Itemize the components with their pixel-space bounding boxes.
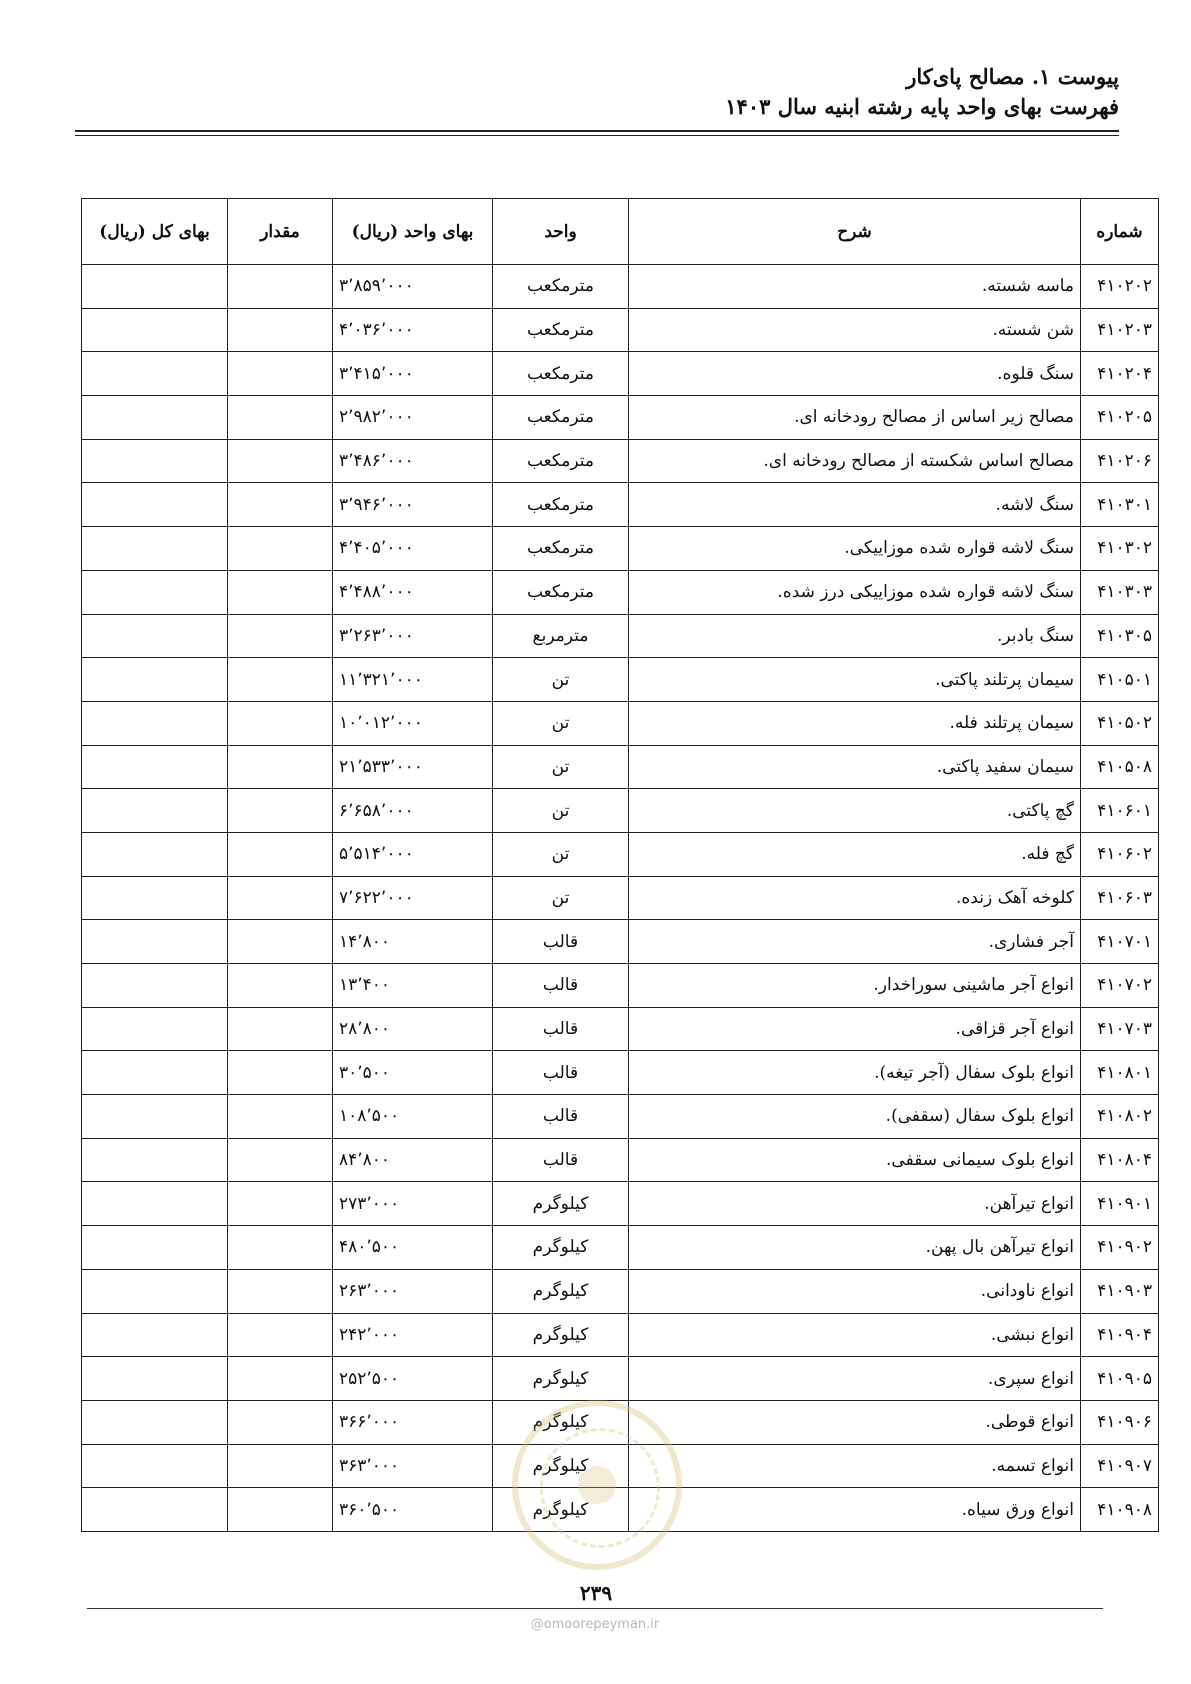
row-quantity[interactable] — [228, 1313, 333, 1357]
row-total-price[interactable] — [82, 789, 228, 833]
table-row — [82, 1182, 1159, 1226]
row-code: ۴۱۰۹۰۲ — [1081, 1226, 1159, 1270]
row-description: سنگ لاشه قواره شده موزاییکی درز شده. — [629, 570, 1081, 614]
table-row — [82, 1095, 1159, 1139]
row-unit: کیلوگرم — [493, 1226, 629, 1270]
column-header-unit-price: بهای واحد (ریال) — [333, 199, 493, 265]
row-total-price[interactable] — [82, 1400, 228, 1444]
row-total-price[interactable] — [82, 570, 228, 614]
price-list-table — [81, 198, 1159, 1532]
table-row — [82, 1051, 1159, 1095]
column-header-unit: واحد — [493, 199, 629, 265]
row-quantity[interactable] — [228, 1400, 333, 1444]
row-quantity[interactable] — [228, 1095, 333, 1139]
row-total-price[interactable] — [82, 876, 228, 920]
row-quantity[interactable] — [228, 527, 333, 571]
row-unit-price: ۲۱٬۵۳۳٬۰۰۰ — [333, 745, 493, 789]
row-unit: تن — [493, 832, 629, 876]
row-unit-price: ۴٬۰۳۶٬۰۰۰ — [333, 308, 493, 352]
row-unit-price: ۲۵۲٬۵۰۰ — [333, 1357, 493, 1401]
row-description: انواع ورق سیاه. — [629, 1488, 1081, 1532]
row-code: ۴۱۰۳۰۵ — [1081, 614, 1159, 658]
row-quantity[interactable] — [228, 701, 333, 745]
row-total-price[interactable] — [82, 308, 228, 352]
row-code: ۴۱۰۹۰۸ — [1081, 1488, 1159, 1532]
row-quantity[interactable] — [228, 483, 333, 527]
row-total-price[interactable] — [82, 658, 228, 702]
row-total-price[interactable] — [82, 265, 228, 309]
row-quantity[interactable] — [228, 1051, 333, 1095]
row-unit: کیلوگرم — [493, 1313, 629, 1357]
row-unit: کیلوگرم — [493, 1182, 629, 1226]
row-unit: مترمکعب — [493, 265, 629, 309]
row-unit-price: ۴٬۴۰۵٬۰۰۰ — [333, 527, 493, 571]
row-quantity[interactable] — [228, 265, 333, 309]
table-row — [82, 527, 1159, 571]
row-quantity[interactable] — [228, 1488, 333, 1532]
table-row — [82, 483, 1159, 527]
table-row — [82, 964, 1159, 1008]
row-code: ۴۱۰۹۰۷ — [1081, 1444, 1159, 1488]
row-unit: قالب — [493, 1051, 629, 1095]
header-rule-thin — [75, 135, 1119, 136]
row-quantity[interactable] — [228, 832, 333, 876]
row-unit-price: ۳٬۸۵۹٬۰۰۰ — [333, 265, 493, 309]
table-row — [82, 439, 1159, 483]
row-quantity[interactable] — [228, 745, 333, 789]
table-row — [82, 308, 1159, 352]
row-description: سیمان پرتلند پاکتی. — [629, 658, 1081, 702]
row-unit: کیلوگرم — [493, 1269, 629, 1313]
row-code: ۴۱۰۹۰۵ — [1081, 1357, 1159, 1401]
appendix-title: پیوست ۱. مصالح پای‌کار — [906, 64, 1119, 89]
row-unit-price: ۲۶۳٬۰۰۰ — [333, 1269, 493, 1313]
row-code: ۴۱۰۲۰۴ — [1081, 352, 1159, 396]
row-unit: تن — [493, 745, 629, 789]
row-unit-price: ۳٬۴۱۵٬۰۰۰ — [333, 352, 493, 396]
table-row — [82, 1400, 1159, 1444]
row-quantity[interactable] — [228, 614, 333, 658]
row-code: ۴۱۰۵۰۲ — [1081, 701, 1159, 745]
row-unit-price: ۳۶۶٬۰۰۰ — [333, 1400, 493, 1444]
row-description: مصالح اساس شکسته از مصالح رودخانه ای. — [629, 439, 1081, 483]
row-description: انواع بلوک سفال (سقفی). — [629, 1095, 1081, 1139]
row-total-price[interactable] — [82, 1444, 228, 1488]
row-description: ماسه شسته. — [629, 265, 1081, 309]
row-quantity[interactable] — [228, 1269, 333, 1313]
row-total-price[interactable] — [82, 439, 228, 483]
row-total-price[interactable] — [82, 832, 228, 876]
table-row — [82, 920, 1159, 964]
row-unit-price: ۴٬۴۸۸٬۰۰۰ — [333, 570, 493, 614]
row-unit: تن — [493, 789, 629, 833]
row-unit-price: ۴۸۰٬۵۰۰ — [333, 1226, 493, 1270]
header-rule-thick — [75, 130, 1119, 132]
row-quantity[interactable] — [228, 1226, 333, 1270]
row-unit: مترمکعب — [493, 483, 629, 527]
website-watermark: @omoorepeyman.ir — [530, 1617, 660, 1632]
table-row — [82, 614, 1159, 658]
row-unit: کیلوگرم — [493, 1400, 629, 1444]
row-unit: مترمکعب — [493, 570, 629, 614]
row-description: انواع ناودانی. — [629, 1269, 1081, 1313]
table-body — [82, 265, 1159, 1532]
table-row — [82, 1313, 1159, 1357]
row-description: آجر فشاری. — [629, 920, 1081, 964]
row-code: ۴۱۰۳۰۲ — [1081, 527, 1159, 571]
row-unit: قالب — [493, 920, 629, 964]
row-unit-price: ۱۱٬۳۲۱٬۰۰۰ — [333, 658, 493, 702]
row-unit-price: ۳۶۰٬۵۰۰ — [333, 1488, 493, 1532]
row-quantity[interactable] — [228, 396, 333, 440]
row-description: شن شسته. — [629, 308, 1081, 352]
row-unit: تن — [493, 876, 629, 920]
table-row — [82, 1269, 1159, 1313]
row-unit-price: ۶٬۶۵۸٬۰۰۰ — [333, 789, 493, 833]
row-code: ۴۱۰۹۰۳ — [1081, 1269, 1159, 1313]
row-unit-price: ۱۰٬۰۱۲٬۰۰۰ — [333, 701, 493, 745]
row-description: سنگ لاشه قواره شده موزاییکی. — [629, 527, 1081, 571]
row-code: ۴۱۰۷۰۳ — [1081, 1007, 1159, 1051]
row-unit-price: ۲۴۲٬۰۰۰ — [333, 1313, 493, 1357]
row-quantity[interactable] — [228, 1444, 333, 1488]
row-description: انواع نبشی. — [629, 1313, 1081, 1357]
column-header-total-price: بهای کل (ریال) — [82, 199, 228, 265]
row-unit-price: ۲٬۹۸۲٬۰۰۰ — [333, 396, 493, 440]
table-row — [82, 396, 1159, 440]
row-unit: قالب — [493, 1007, 629, 1051]
row-description: انواع بلوک سیمانی سقفی. — [629, 1138, 1081, 1182]
row-total-price[interactable] — [82, 1051, 228, 1095]
row-unit-price: ۳۶۳٬۰۰۰ — [333, 1444, 493, 1488]
table-header-row — [82, 199, 1159, 265]
row-description: انواع سپری. — [629, 1357, 1081, 1401]
row-unit: مترمکعب — [493, 352, 629, 396]
row-unit-price: ۷٬۶۲۲٬۰۰۰ — [333, 876, 493, 920]
price-list-subtitle: فهرست بهای واحد پایه رشته ابنیه سال ۱۴۰۳ — [725, 94, 1119, 119]
row-unit: تن — [493, 658, 629, 702]
row-unit-price: ۳۰٬۵۰۰ — [333, 1051, 493, 1095]
row-total-price[interactable] — [82, 1007, 228, 1051]
row-unit-price: ۲۷۳٬۰۰۰ — [333, 1182, 493, 1226]
row-unit: مترمکعب — [493, 308, 629, 352]
row-unit: قالب — [493, 1138, 629, 1182]
row-unit: کیلوگرم — [493, 1488, 629, 1532]
row-total-price[interactable] — [82, 614, 228, 658]
row-quantity[interactable] — [228, 352, 333, 396]
table-row — [82, 658, 1159, 702]
row-unit: کیلوگرم — [493, 1444, 629, 1488]
table-row — [82, 1138, 1159, 1182]
row-total-price[interactable] — [82, 1095, 228, 1139]
row-description: انواع قوطی. — [629, 1400, 1081, 1444]
row-unit: کیلوگرم — [493, 1357, 629, 1401]
page-header — [69, 62, 1119, 122]
row-unit-price: ۱۴٬۸۰۰ — [333, 920, 493, 964]
table-row — [82, 352, 1159, 396]
row-code: ۴۱۰۹۰۶ — [1081, 1400, 1159, 1444]
row-description: گچ پاکتی. — [629, 789, 1081, 833]
table-row — [82, 1357, 1159, 1401]
row-description: انواع تسمه. — [629, 1444, 1081, 1488]
row-quantity[interactable] — [228, 658, 333, 702]
row-code: ۴۱۰۲۰۵ — [1081, 396, 1159, 440]
row-code: ۴۱۰۳۰۱ — [1081, 483, 1159, 527]
row-code: ۴۱۰۳۰۳ — [1081, 570, 1159, 614]
row-description: سیمان سفید پاکتی. — [629, 745, 1081, 789]
row-unit: تن — [493, 701, 629, 745]
row-description: انواع بلوک سفال (آجر تیغه). — [629, 1051, 1081, 1095]
row-quantity[interactable] — [228, 308, 333, 352]
table-row — [82, 832, 1159, 876]
row-code: ۴۱۰۸۰۱ — [1081, 1051, 1159, 1095]
row-code: ۴۱۰۲۰۶ — [1081, 439, 1159, 483]
row-total-price[interactable] — [82, 964, 228, 1008]
row-description: سنگ لاشه. — [629, 483, 1081, 527]
row-unit-price: ۳٬۴۸۶٬۰۰۰ — [333, 439, 493, 483]
table-row — [82, 876, 1159, 920]
row-code: ۴۱۰۲۰۲ — [1081, 265, 1159, 309]
row-total-price[interactable] — [82, 701, 228, 745]
row-code: ۴۱۰۹۰۱ — [1081, 1182, 1159, 1226]
row-total-price[interactable] — [82, 1313, 228, 1357]
row-code: ۴۱۰۸۰۲ — [1081, 1095, 1159, 1139]
column-header-description: شرح — [629, 199, 1081, 265]
row-unit: قالب — [493, 1095, 629, 1139]
row-quantity[interactable] — [228, 439, 333, 483]
row-description: سنگ بادبر. — [629, 614, 1081, 658]
row-description: گچ فله. — [629, 832, 1081, 876]
row-total-price[interactable] — [82, 745, 228, 789]
row-total-price[interactable] — [82, 396, 228, 440]
row-unit: مترمکعب — [493, 439, 629, 483]
row-code: ۴۱۰۵۰۱ — [1081, 658, 1159, 702]
row-unit-price: ۸۴٬۸۰۰ — [333, 1138, 493, 1182]
row-unit-price: ۳٬۹۴۶٬۰۰۰ — [333, 483, 493, 527]
row-unit: مترمربع — [493, 614, 629, 658]
row-quantity[interactable] — [228, 920, 333, 964]
row-code: ۴۱۰۶۰۳ — [1081, 876, 1159, 920]
row-code: ۴۱۰۸۰۴ — [1081, 1138, 1159, 1182]
row-code: ۴۱۰۷۰۱ — [1081, 920, 1159, 964]
row-unit: مترمکعب — [493, 527, 629, 571]
page-number: ۲۳۹ — [579, 1581, 613, 1605]
row-quantity[interactable] — [228, 570, 333, 614]
table-row — [82, 265, 1159, 309]
row-description: انواع آجر ماشینی سوراخدار. — [629, 964, 1081, 1008]
row-unit-price: ۵٬۵۱۴٬۰۰۰ — [333, 832, 493, 876]
table-row — [82, 701, 1159, 745]
row-unit-price: ۱۰۸٬۵۰۰ — [333, 1095, 493, 1139]
row-total-price[interactable] — [82, 1488, 228, 1532]
row-code: ۴۱۰۹۰۴ — [1081, 1313, 1159, 1357]
row-unit-price: ۱۳٬۴۰۰ — [333, 964, 493, 1008]
row-quantity[interactable] — [228, 876, 333, 920]
table-row — [82, 1007, 1159, 1051]
row-quantity[interactable] — [228, 1007, 333, 1051]
table-row — [82, 1444, 1159, 1488]
row-unit: مترمکعب — [493, 396, 629, 440]
footer-rule — [87, 1608, 1103, 1609]
row-code: ۴۱۰۶۰۲ — [1081, 832, 1159, 876]
row-total-price[interactable] — [82, 1138, 228, 1182]
row-description: کلوخه آهک زنده. — [629, 876, 1081, 920]
row-quantity[interactable] — [228, 789, 333, 833]
table-row — [82, 1488, 1159, 1532]
table-row — [82, 1226, 1159, 1270]
row-total-price[interactable] — [82, 1226, 228, 1270]
row-code: ۴۱۰۲۰۳ — [1081, 308, 1159, 352]
row-description: سنگ قلوه. — [629, 352, 1081, 396]
row-description: انواع تیرآهن بال پهن. — [629, 1226, 1081, 1270]
row-quantity[interactable] — [228, 1138, 333, 1182]
row-quantity[interactable] — [228, 1357, 333, 1401]
row-total-price[interactable] — [82, 527, 228, 571]
row-total-price[interactable] — [82, 1269, 228, 1313]
row-code: ۴۱۰۵۰۸ — [1081, 745, 1159, 789]
row-description: انواع آجر قزاقی. — [629, 1007, 1081, 1051]
row-unit-price: ۲۸٬۸۰۰ — [333, 1007, 493, 1051]
table-row — [82, 789, 1159, 833]
row-total-price[interactable] — [82, 1357, 228, 1401]
table-row — [82, 745, 1159, 789]
row-total-price[interactable] — [82, 352, 228, 396]
column-header-code: شماره — [1081, 199, 1159, 265]
row-unit: قالب — [493, 964, 629, 1008]
row-total-price[interactable] — [82, 483, 228, 527]
table-row — [82, 570, 1159, 614]
row-total-price[interactable] — [82, 1182, 228, 1226]
row-description: سیمان پرتلند فله. — [629, 701, 1081, 745]
row-description: انواع تیرآهن. — [629, 1182, 1081, 1226]
row-quantity[interactable] — [228, 1182, 333, 1226]
row-code: ۴۱۰۶۰۱ — [1081, 789, 1159, 833]
row-quantity[interactable] — [228, 964, 333, 1008]
row-unit-price: ۳٬۲۶۳٬۰۰۰ — [333, 614, 493, 658]
row-total-price[interactable] — [82, 920, 228, 964]
column-header-quantity: مقدار — [228, 199, 333, 265]
row-code: ۴۱۰۷۰۲ — [1081, 964, 1159, 1008]
row-description: مصالح زیر اساس از مصالح رودخانه ای. — [629, 396, 1081, 440]
